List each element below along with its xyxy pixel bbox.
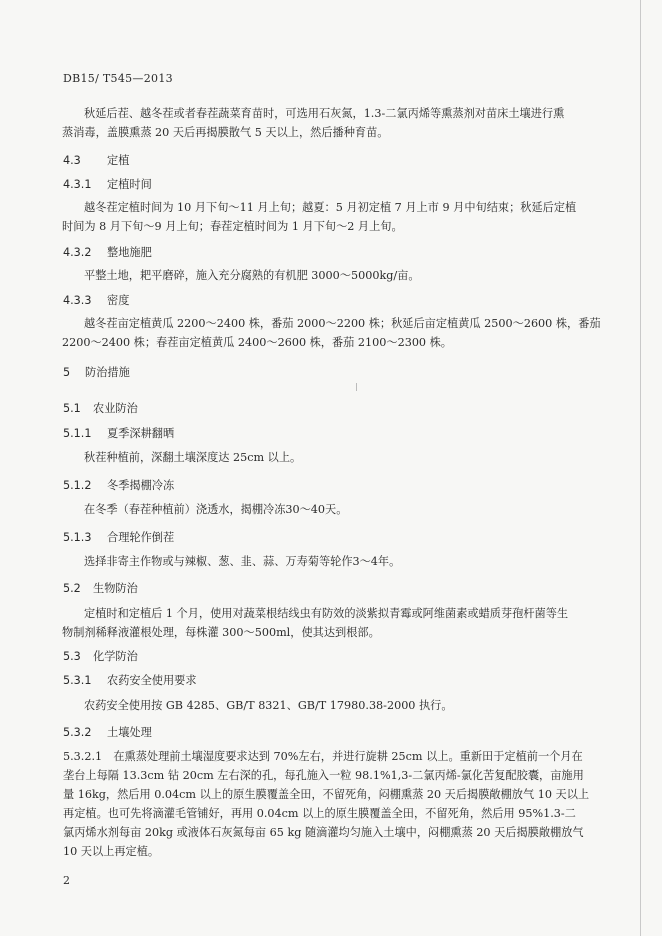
text-line: 秋茬种植前，深翻土壤深度达 25cm 以上。 xyxy=(84,451,302,464)
section-heading-4-3-3 xyxy=(63,292,129,308)
text-line: 5.3.2.1 在熏蒸处理前土壤湿度要求达到 70%左右，并进行旋耕 25cm 以上。重新田于定植前一个月在 xyxy=(63,750,583,763)
section-number: 5.1.1 xyxy=(63,427,92,440)
paragraph-fumigation-seedbed xyxy=(62,104,565,142)
paragraph-soil-treatment xyxy=(63,747,589,861)
paragraph-density xyxy=(62,314,601,352)
text-line: 秋延后茬、越冬茬或者春茬蔬菜育苗时，可选用石灰氮，1.3-二氯丙烯等熏蒸剂对苗床土壤进行熏 xyxy=(84,107,565,120)
section-number: 4.3 xyxy=(63,154,81,167)
section-heading-5 xyxy=(63,364,130,380)
section-title: 夏季深耕翻晒 xyxy=(107,427,175,440)
text-line: 农药安全使用按 GB 4285、GB/T 8321、GB/T 17980.38-2000 执行。 xyxy=(84,699,453,712)
section-title: 定植时间 xyxy=(107,178,152,191)
paragraph-fertilizing xyxy=(84,266,420,285)
text-line: 时间为 8 月下旬～9 月上旬；春茬定植时间为 1 月下旬～2 月上旬。 xyxy=(62,220,403,233)
text-line: 再定植。也可先将滴灌毛管铺好，再用 0.04cm 以上的原生膜覆盖全田，不留死角，然后用 95%1.3-二 xyxy=(63,807,576,820)
section-number: 4.3.2 xyxy=(63,246,92,259)
section-heading-4-3 xyxy=(63,152,129,168)
text-line: 在冬季（春茬种植前）浇透水，揭棚冷冻30～40天。 xyxy=(84,503,348,516)
section-number: 5.3 xyxy=(63,650,81,663)
section-title: 合理轮作倒茬 xyxy=(107,531,175,544)
text-line: 越冬茬定植时间为 10 月下旬～11 月上旬；越夏：5 月初定植 7 月上市 9 月中旬结束；秋延后定植 xyxy=(84,201,577,214)
paragraph-pesticide-safety xyxy=(84,696,453,715)
section-number: 5.1.3 xyxy=(63,531,92,544)
text-line: 越冬茬亩定植黄瓜 2200～2400 株，番茄 2000～2200 株；秋延后亩定植黄瓜 2500～2600 株，番茄 xyxy=(84,317,601,330)
text-line: 氯丙烯水剂每亩 20kg 或液体石灰氮每亩 65 kg 随滴灌均匀施入土壤中，闷棚熏蒸 20 天后揭膜敞棚放气 xyxy=(63,826,584,839)
section-number: 4.3.3 xyxy=(63,294,92,307)
section-number: 5.3.2 xyxy=(63,726,92,739)
text-line: 物制剂稀释液灌根处理，每株灌 300～500ml，使其达到根部。 xyxy=(62,626,380,639)
scan-mark xyxy=(356,383,357,391)
section-heading-4-3-2 xyxy=(63,244,152,260)
section-number: 5.2 xyxy=(63,582,81,595)
text-line: 选择非寄主作物或与辣椒、葱、韭、蒜、万寿菊等轮作3～4年。 xyxy=(84,555,401,568)
page-number: 2 xyxy=(63,874,70,887)
section-title: 生物防治 xyxy=(93,582,138,595)
section-heading-5-3-1 xyxy=(63,672,197,688)
paragraph-deep-plowing xyxy=(84,448,301,467)
section-number: 5.1 xyxy=(63,402,81,415)
section-title: 农药安全使用要求 xyxy=(107,674,197,687)
text-line: 定植时和定植后 1 个月，使用对蔬菜根结线虫有防效的淡紫拟青霉或阿维菌素或蜡质芽孢杆菌等生 xyxy=(84,607,569,620)
section-heading-5-1 xyxy=(63,400,138,416)
section-heading-4-3-1 xyxy=(63,176,152,192)
section-title: 密度 xyxy=(107,294,130,307)
section-number: 5 xyxy=(63,366,71,379)
section-title: 防治措施 xyxy=(85,366,130,379)
text-line: 2200～2400 株；春茬亩定植黄瓜 2400～2600 株，番茄 2100～2300 株。 xyxy=(62,336,452,349)
section-title: 土壤处理 xyxy=(107,726,152,739)
text-line: 平整土地，耙平磨碎，施入充分腐熟的有机肥 3000～5000kg/亩。 xyxy=(84,269,420,282)
text-line: 蒸消毒，盖膜熏蒸 20 天后再揭膜散气 5 天以上，然后播种育苗。 xyxy=(62,126,389,139)
paragraph-winter-freezing xyxy=(84,500,347,519)
section-heading-5-2 xyxy=(63,580,138,596)
section-title: 冬季揭棚冷冻 xyxy=(107,479,175,492)
section-title: 化学防治 xyxy=(93,650,138,663)
section-number: 5.3.1 xyxy=(63,674,92,687)
text-line: 垄台上每隔 13.3cm 钻 20cm 左右深的孔，每孔施入一粒 98.1%1,3-二氯丙烯-氯化苦复配胶囊，亩施用 xyxy=(63,769,584,782)
paragraph-planting-time xyxy=(62,198,577,236)
document-header: DB15/ T545—2013 xyxy=(63,72,173,85)
section-number: 4.3.1 xyxy=(63,178,92,191)
paragraph-crop-rotation xyxy=(84,552,400,571)
section-heading-5-1-1 xyxy=(63,425,174,441)
section-number: 5.1.2 xyxy=(63,479,92,492)
page-edge-line xyxy=(640,0,641,936)
section-title: 整地施肥 xyxy=(107,246,152,259)
section-heading-5-3-2 xyxy=(63,724,152,740)
paragraph-biological-control xyxy=(62,604,569,642)
section-title: 农业防治 xyxy=(93,402,138,415)
section-heading-5-3 xyxy=(63,648,138,664)
text-line: 量 16kg，然后用 0.04cm 以上的原生膜覆盖全田，不留死角，闷棚熏蒸 20 天后揭膜敞棚放气 10 天以上 xyxy=(63,788,590,801)
section-title: 定植 xyxy=(107,154,130,167)
section-heading-5-1-2 xyxy=(63,477,174,493)
section-heading-5-1-3 xyxy=(63,529,174,545)
text-line: 10 天以上再定植。 xyxy=(63,845,160,858)
